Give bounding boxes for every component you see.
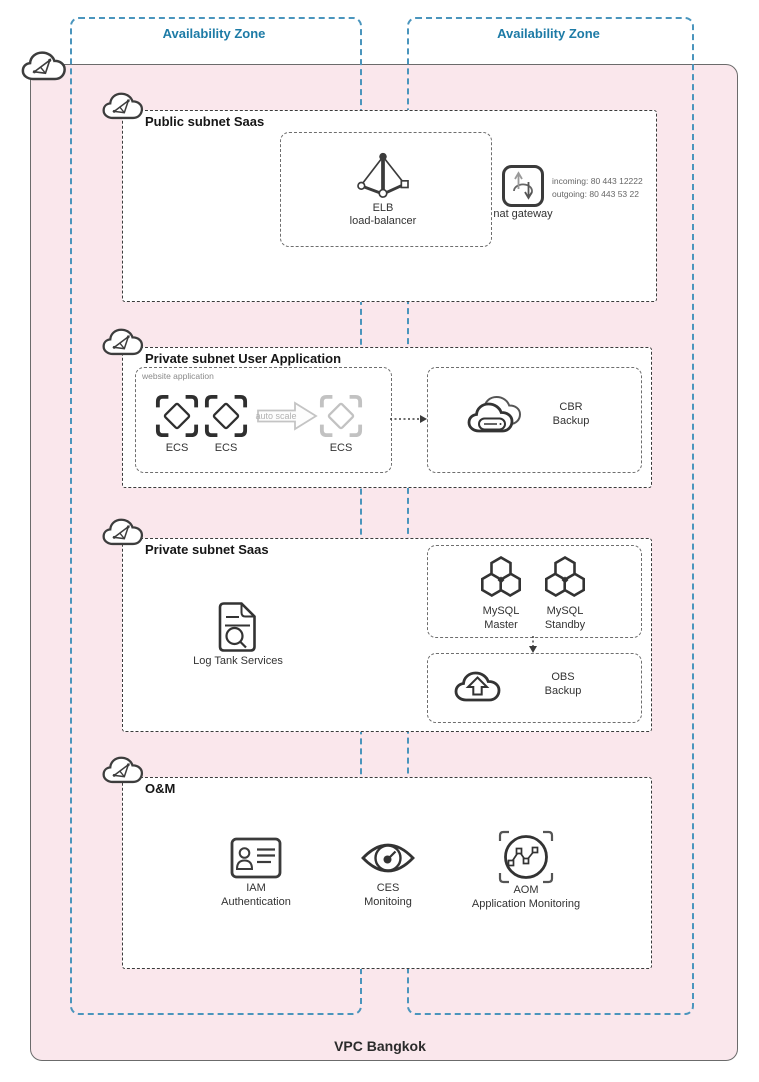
iam-label-line2: Authentication	[221, 896, 291, 908]
elb-sub-label: load-balancer	[349, 215, 417, 227]
ecs-3-label: ECS	[329, 442, 353, 454]
elb-name-label: ELB	[372, 202, 394, 214]
log-tank-services-label: Log Tank Services	[193, 655, 283, 667]
auto-scale-label: auto scale	[255, 411, 297, 421]
availability-zone-left-label: Availability Zone	[162, 26, 266, 41]
log-tank-services-icon	[214, 600, 260, 654]
ecs-2-label: ECS	[214, 442, 238, 454]
ecs-icon-3-autoscaled	[319, 394, 363, 438]
mysql-master-label-line1: MySQL	[482, 605, 520, 617]
mysql-standby-label-line1: MySQL	[546, 605, 584, 617]
website-application-label: website application	[142, 371, 214, 381]
private-subnet-app-cloud-icon	[101, 324, 145, 361]
aom-label-line1: AOM	[513, 884, 539, 896]
vpc-label: VPC Bangkok	[334, 1038, 426, 1054]
nat-incoming-text: incoming: 80 443 12222	[552, 176, 643, 186]
obs-backup-icon	[453, 664, 503, 708]
ecs-icon-2	[204, 394, 248, 438]
ces-label-line2: Monitoing	[364, 896, 412, 908]
vpc-cloud-icon	[20, 46, 68, 87]
private-subnet-app-title: Private subnet User Application	[145, 351, 342, 366]
availability-zone-right-label: Availability Zone	[497, 26, 600, 41]
ces-label-line1: CES	[376, 882, 400, 894]
ecs-1-label: ECS	[165, 442, 189, 454]
obs-label-line1: OBS	[551, 671, 575, 683]
nat-gateway-label: nat gateway	[493, 208, 553, 220]
aom-application-monitoring-icon	[498, 830, 554, 884]
om-title: O&M	[145, 781, 176, 796]
aom-label-line2: Application Monitoring	[471, 898, 581, 910]
cbr-label-line2: Backup	[552, 415, 590, 427]
iam-authentication-icon	[230, 837, 282, 879]
connector-mysql-to-obs	[527, 636, 539, 654]
ces-monitoring-icon	[360, 835, 416, 881]
cbr-backup-icon	[466, 391, 524, 439]
mysql-standby-label-line2: Standby	[544, 619, 586, 631]
public-subnet-cloud-icon	[101, 88, 145, 125]
private-subnet-saas-title: Private subnet Saas	[145, 542, 269, 557]
mysql-master-icon	[477, 556, 525, 602]
om-cloud-icon	[101, 752, 145, 789]
ecs-icon-1	[155, 394, 199, 438]
elb-load-balancer-icon	[349, 150, 417, 200]
nat-gateway-icon	[501, 164, 545, 208]
mysql-standby-icon	[541, 556, 589, 602]
nat-outgoing-text: outgoing: 80 443 53 22	[552, 189, 639, 199]
obs-label-line2: Backup	[544, 685, 582, 697]
iam-label-line1: IAM	[246, 882, 266, 894]
connector-app-to-cbr	[390, 413, 428, 425]
mysql-master-label-line2: Master	[484, 619, 518, 631]
private-subnet-saas-cloud-icon	[101, 514, 145, 551]
cbr-label-line1: CBR	[559, 401, 583, 413]
public-subnet-title: Public subnet Saas	[145, 114, 265, 129]
